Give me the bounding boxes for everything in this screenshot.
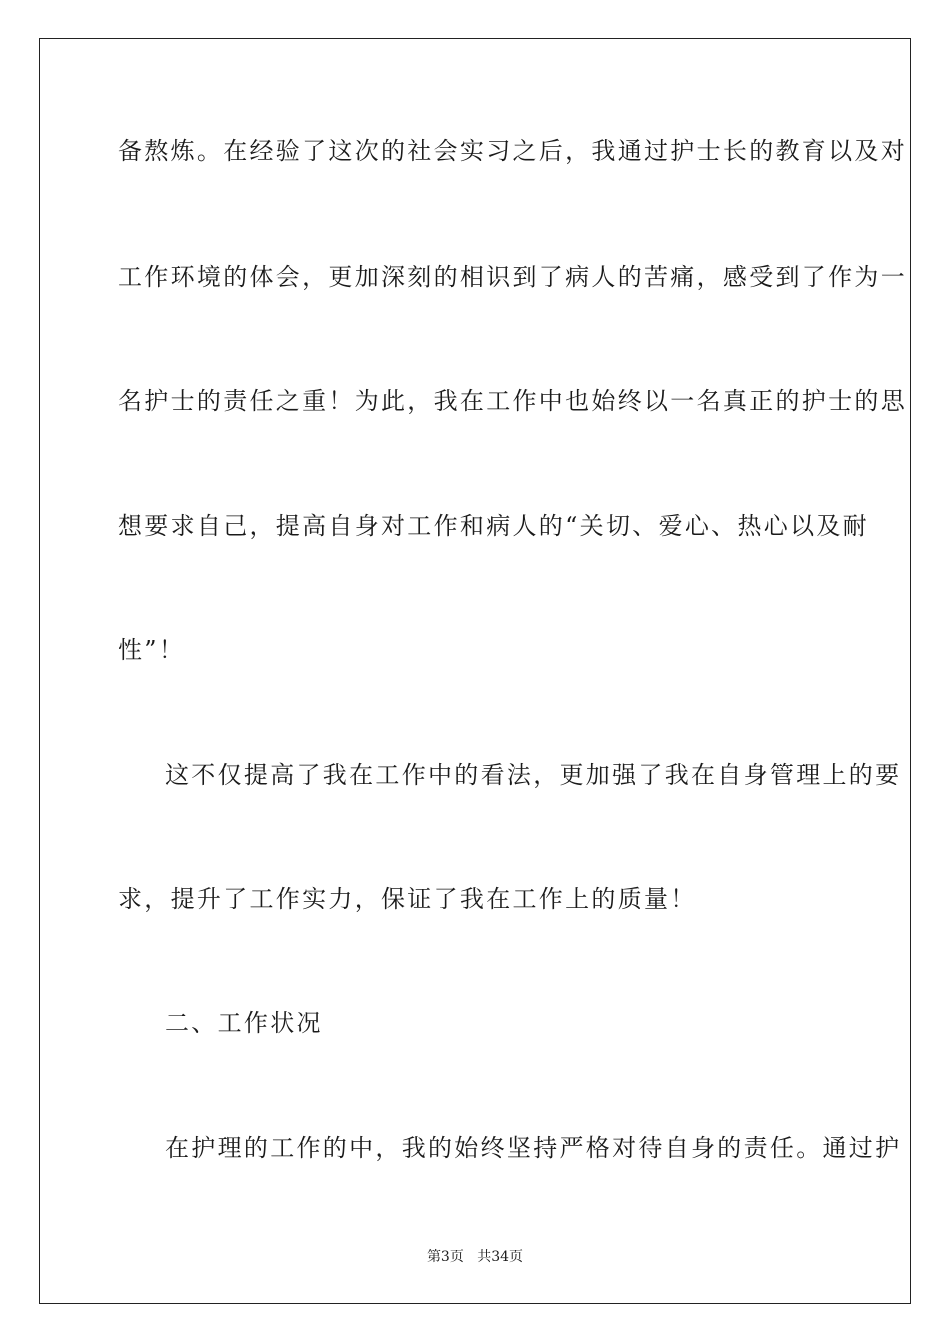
body-line-4: 想要求自己，提高自身对工作和病人的“关切、爱心、热心以及耐 bbox=[118, 512, 869, 540]
page-total: 共34页 bbox=[477, 1249, 524, 1265]
page-border bbox=[39, 38, 911, 1304]
body-line-5: 性”！ bbox=[118, 636, 186, 664]
page-number: 第3页 bbox=[426, 1249, 464, 1265]
section-heading: 二、工作状况 bbox=[165, 1009, 323, 1037]
body-line-3: 名护士的责任之重！为此，我在工作中也始终以一名真正的护士的思 bbox=[118, 387, 907, 415]
body-line-2: 工作环境的体会，更加深刻的相识到了病人的苦痛，感受到了作为一 bbox=[118, 263, 907, 291]
body-line-1: 备熬炼。在经验了这次的社会实习之后，我通过护士长的教育以及对 bbox=[118, 137, 907, 165]
paragraph-3-line-1: 在护理的工作的中，我的始终坚持严格对待自身的责任。通过护 bbox=[165, 1134, 902, 1162]
paragraph-2-line-2: 求，提升了工作实力，保证了我在工作上的质量！ bbox=[118, 885, 697, 913]
page-footer bbox=[0, 1248, 950, 1266]
paragraph-2-line-1: 这不仅提高了我在工作中的看法，更加强了我在自身管理上的要 bbox=[165, 761, 902, 789]
